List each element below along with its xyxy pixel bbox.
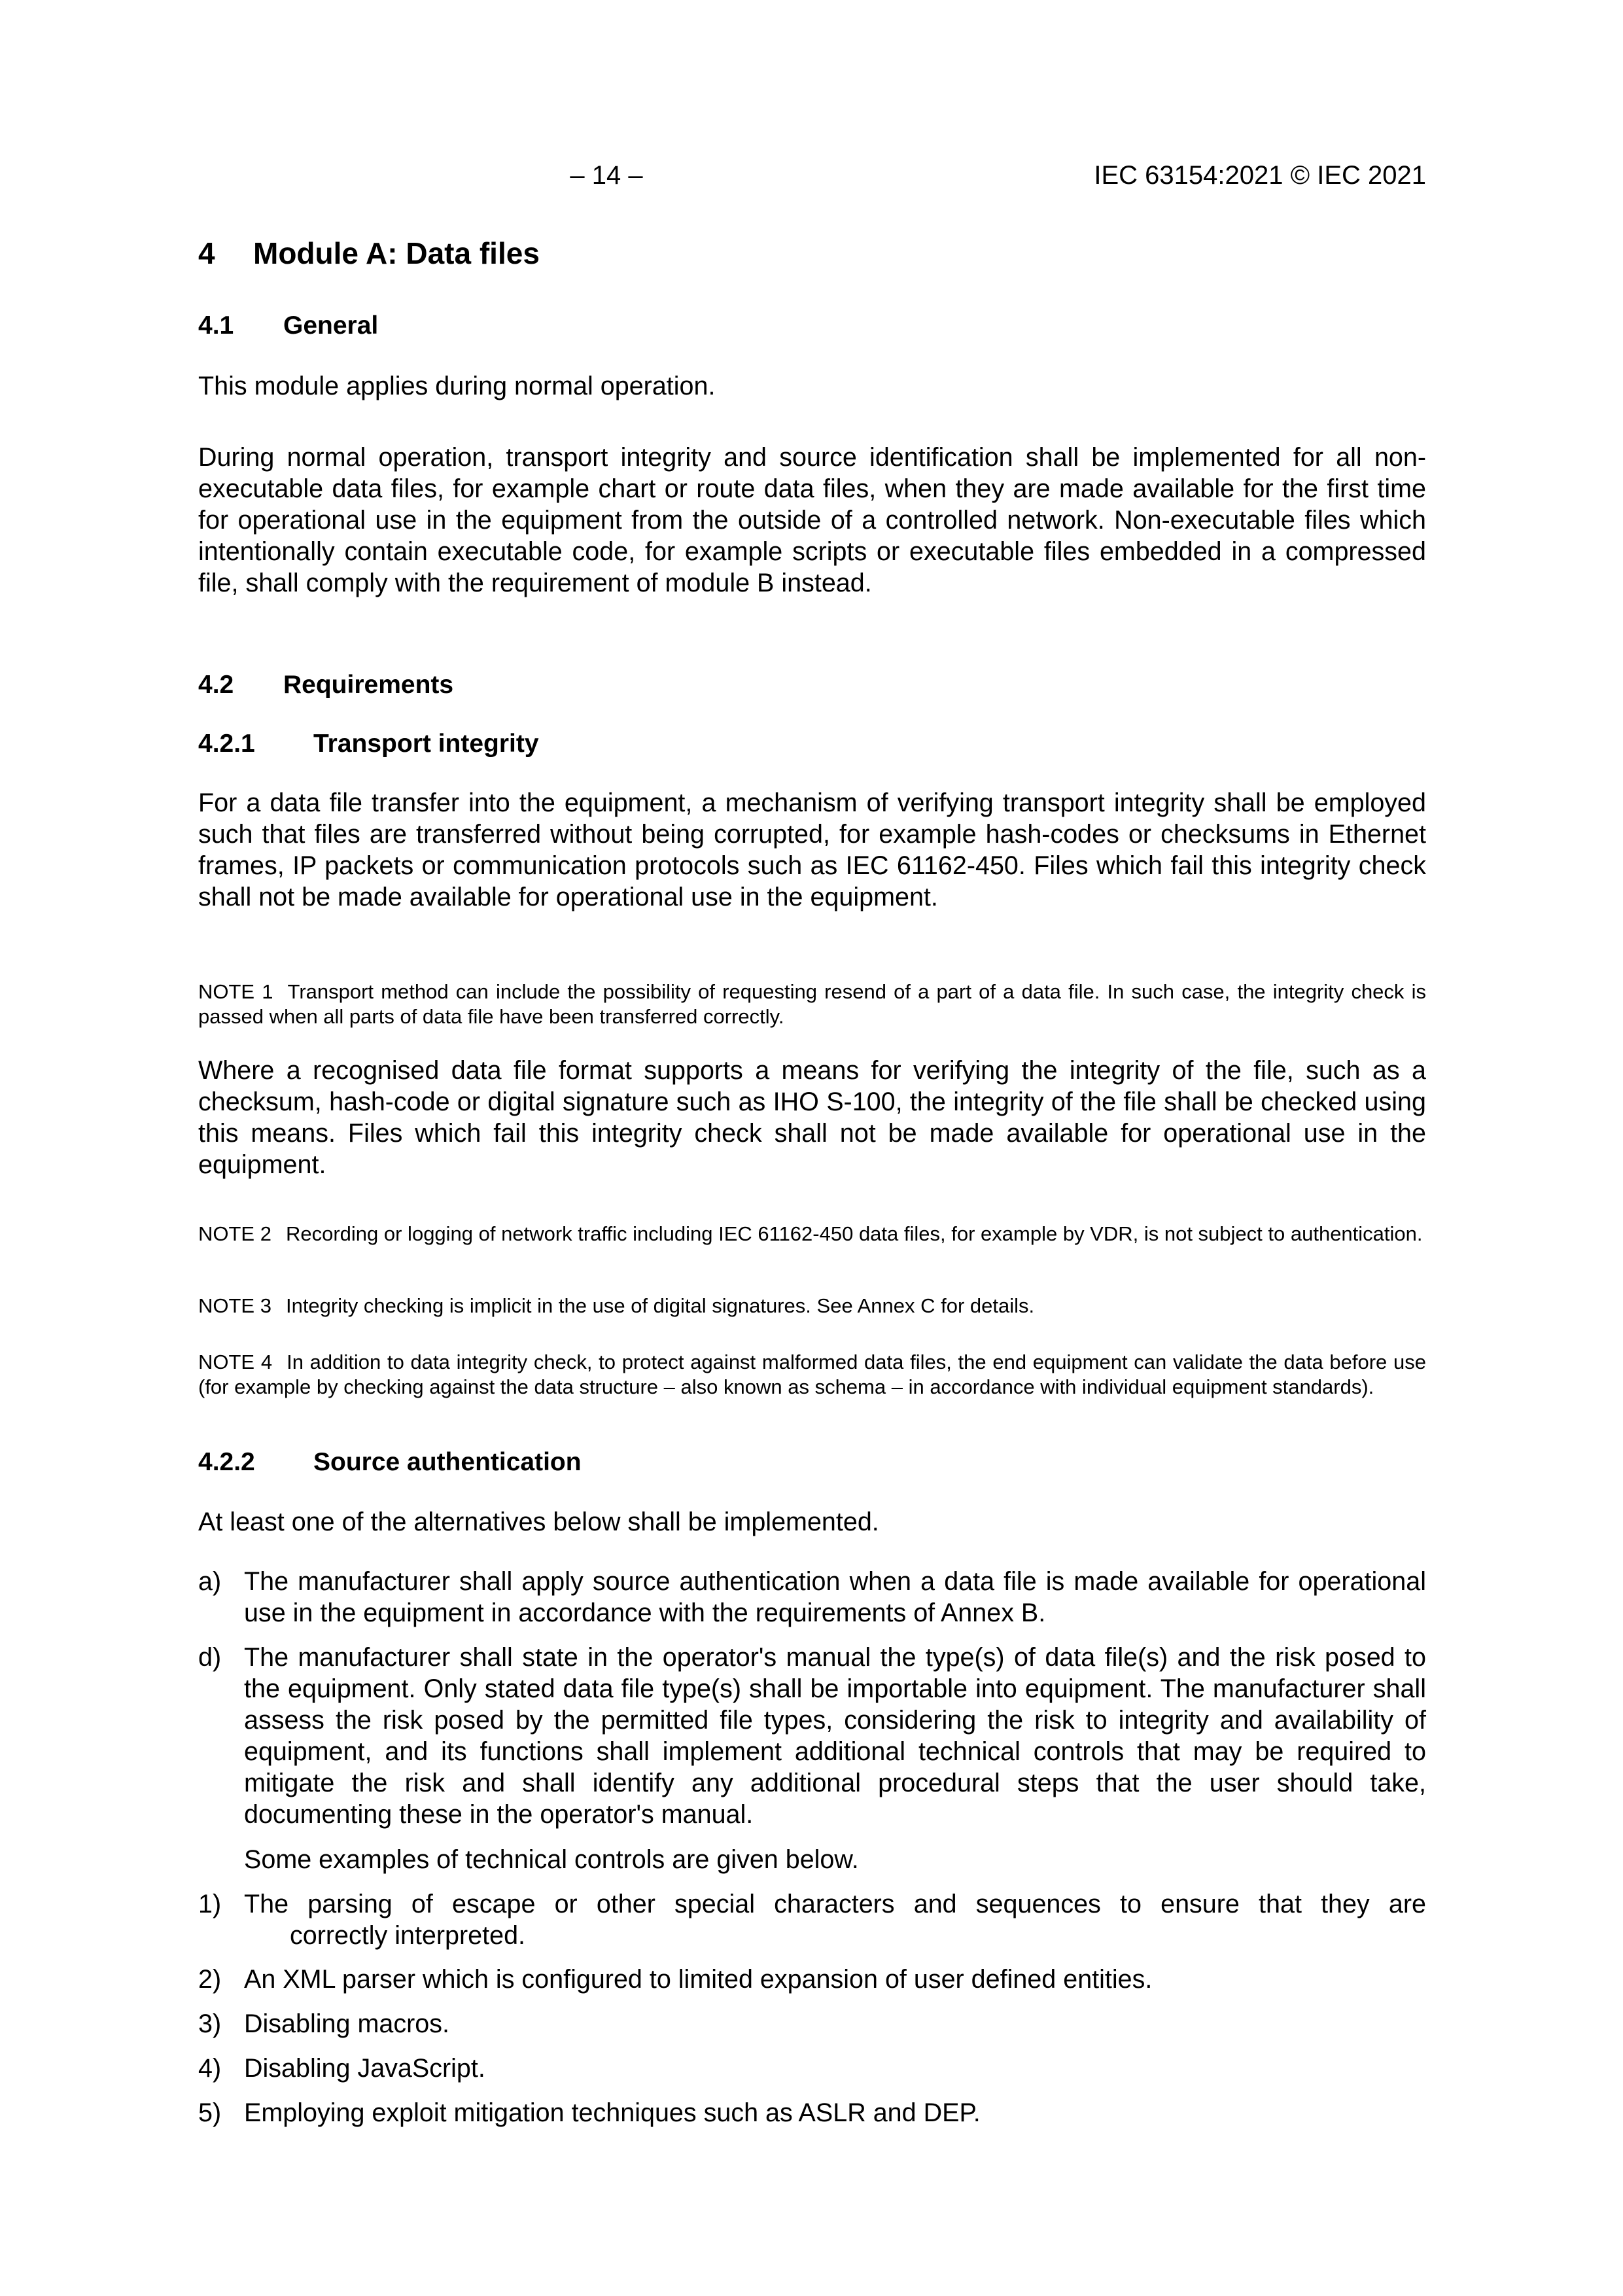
list-marker: 1) bbox=[198, 1890, 222, 1918]
note-label: NOTE 3 bbox=[198, 1294, 271, 1317]
list-item-text: Disabling JavaScript. bbox=[244, 2054, 485, 2083]
section-number: 4.1 bbox=[198, 311, 234, 340]
example-item-4 bbox=[198, 2053, 1426, 2084]
note-label: NOTE 2 bbox=[198, 1222, 271, 1245]
page-header bbox=[198, 161, 1426, 194]
note-3 bbox=[198, 1294, 1426, 1318]
note-label: NOTE 4 bbox=[198, 1351, 273, 1373]
section-4-2-heading bbox=[198, 671, 1426, 699]
list-marker: 4) bbox=[198, 2054, 222, 2083]
paragraph: Where a recognised data file format supports a means for verifying the integrity of the file, such as a checksum, hash-code or digital signature such as IHO S-100, the integrity of the file shall be checked using this means. Files which fail this integrity check shall not be made available for operational use in the equipment. bbox=[198, 1056, 1426, 1179]
note-2 bbox=[198, 1222, 1426, 1246]
section-title: Requirements bbox=[283, 671, 454, 699]
example-item-1 bbox=[198, 1888, 1426, 1951]
note-4 bbox=[198, 1350, 1426, 1400]
note-1 bbox=[198, 980, 1426, 1029]
note-text: Integrity checking is implicit in the use of digital signatures. See Annex C for details. bbox=[285, 1294, 1035, 1317]
page-number: – 14 – bbox=[570, 161, 643, 190]
paragraph: During normal operation, transport integrity and source identification shall be implemented for all non-executable data files, for example chart or route data files, when they are made available for the first time for operational use in the equipment from the outside of a controlled network. Non-executable files which intentionally contain executable code, for example scripts or executable files embedded in a compressed file, shall comply with the requirement of module B instead. bbox=[198, 443, 1426, 597]
example-item-5 bbox=[198, 2097, 1426, 2128]
list-item-text-line: The parsing of escape or other special characters and sequences to ensure that they are bbox=[244, 1890, 1426, 1918]
list-marker: d) bbox=[198, 1643, 222, 1672]
standard-reference: IEC 63154:2021 © IEC 2021 bbox=[1094, 161, 1426, 190]
list-marker: 3) bbox=[198, 2009, 222, 2038]
list-marker: a) bbox=[198, 1567, 222, 1596]
list-item-text: Employing exploit mitigation techniques such as ASLR and DEP. bbox=[244, 2098, 981, 2127]
section-number: 4.2.1 bbox=[198, 730, 255, 758]
list-item-d bbox=[198, 1642, 1426, 1830]
example-item-2 bbox=[198, 1964, 1426, 1995]
section-number: 4.2.2 bbox=[198, 1448, 255, 1476]
section-4-1-heading bbox=[198, 311, 1426, 340]
paragraph: For a data file transfer into the equipment, a mechanism of verifying transport integrity shall be employed such that files are transferred without being corrupted, for example hash-codes or checksums in Ethernet frames, IP packets or communication protocols such as IEC 61162-450. Files which fail this integrity check shall not be made available for operational use in the equipment. bbox=[198, 788, 1426, 911]
example-item-3 bbox=[198, 2008, 1426, 2040]
section-title: Source authentication bbox=[313, 1448, 582, 1476]
examples-intro: Some examples of technical controls are given below. bbox=[244, 1845, 859, 1874]
note-text: In addition to data integrity check, to protect against malformed data files, the end equipment can validate the data before use (for example by checking against the data structure – also known as schema – in accordance with individual equipment standards). bbox=[198, 1351, 1426, 1398]
note-text: Recording or logging of network traffic including IEC 61162-450 data files, for example by VDR, is not subject to authentication. bbox=[285, 1222, 1423, 1245]
section-4-heading bbox=[198, 236, 1426, 271]
list-item-text: An XML parser which is configured to limited expansion of user defined entities. bbox=[244, 1965, 1153, 1994]
section-title: Transport integrity bbox=[313, 730, 539, 758]
list-marker: 2) bbox=[198, 1965, 222, 1994]
section-4-2-2-heading bbox=[198, 1448, 1426, 1477]
list-item-text: Disabling macros. bbox=[244, 2009, 449, 2038]
list-item-text-line: correctly interpreted. bbox=[290, 1921, 526, 1950]
section-number: 4 bbox=[198, 236, 215, 270]
section-title: General bbox=[283, 311, 379, 340]
section-4-2-1-heading bbox=[198, 730, 1426, 758]
paragraph: This module applies during normal operation. bbox=[198, 372, 716, 400]
paragraph: At least one of the alternatives below shall be implemented. bbox=[198, 1508, 879, 1536]
note-label: NOTE 1 bbox=[198, 980, 273, 1003]
section-title: Module A: Data files bbox=[253, 236, 540, 270]
list-item-a bbox=[198, 1566, 1426, 1629]
list-marker: 5) bbox=[198, 2098, 222, 2127]
section-number: 4.2 bbox=[198, 671, 234, 699]
note-text: Transport method can include the possibility of requesting resend of a part of a data file. In such case, the integrity check is passed when all parts of data file have been transferred correctly. bbox=[198, 980, 1426, 1028]
list-item-text: The manufacturer shall apply source authentication when a data file is made available for operational use in the equipment in accordance with the requirements of Annex B. bbox=[244, 1567, 1426, 1627]
list-item-text: The manufacturer shall state in the operator's manual the type(s) of data file(s) and the risk posed to the equipment. Only stated data file type(s) shall be importable into equipment. The manufacturer shall assess the risk posed by the permitted file types, considering the risk to integrity and availability of equipment, and its functions shall implement additional technical controls that may be required to mitigate the risk and shall identify any additional procedural steps that the user should take, documenting these in the operator's manual. bbox=[244, 1643, 1426, 1829]
